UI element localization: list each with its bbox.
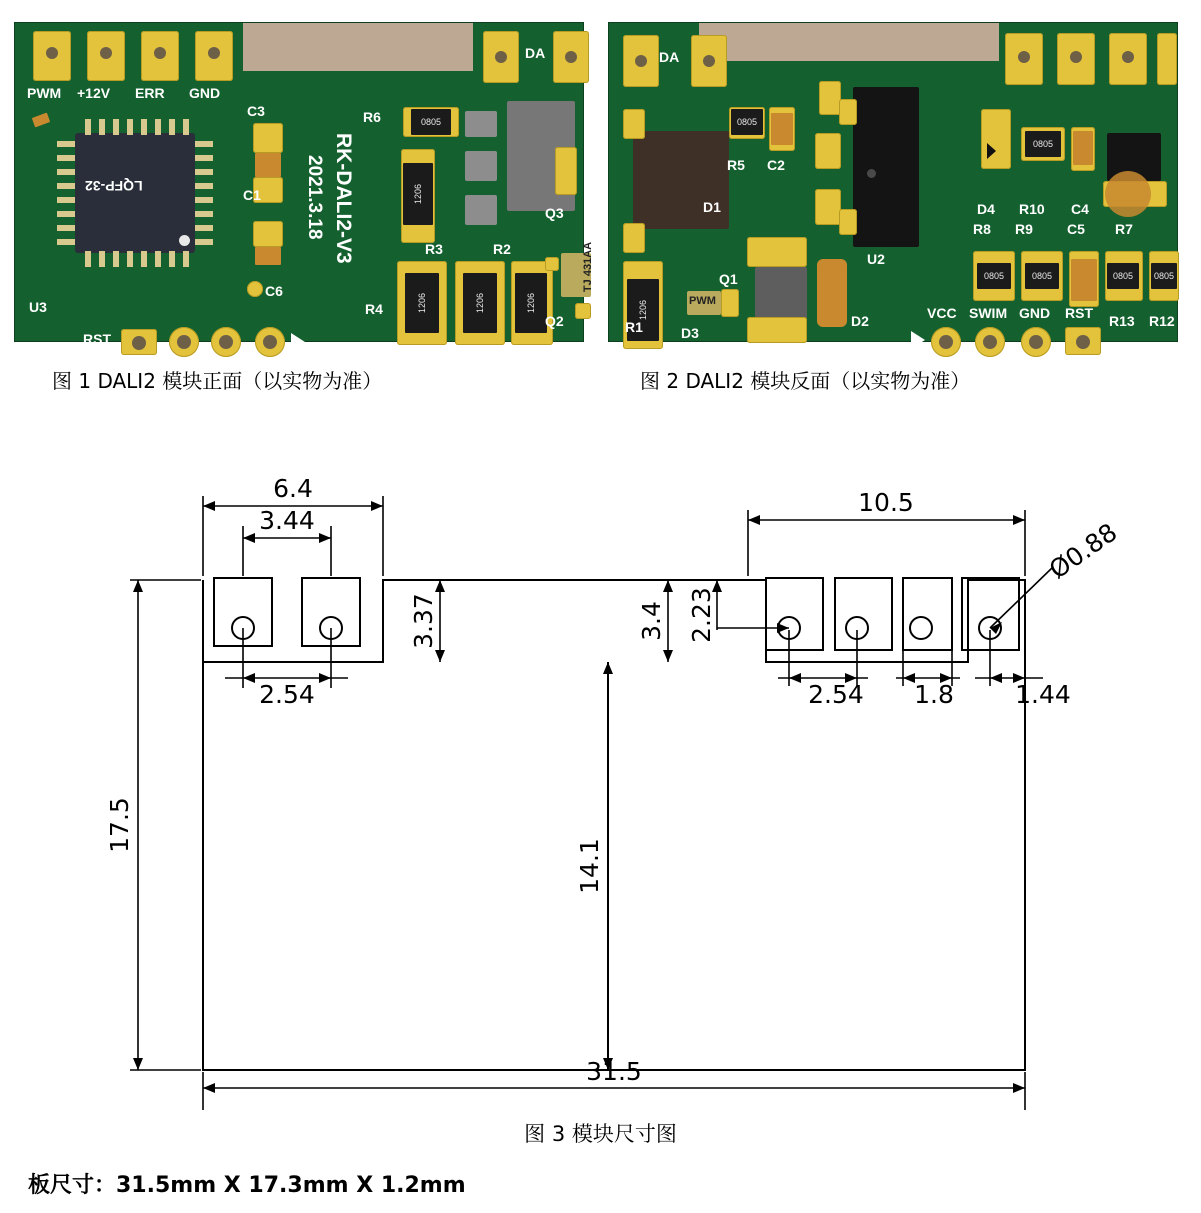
pad-top-right xyxy=(1157,33,1177,85)
ref-r2: R2 xyxy=(493,241,511,257)
figure-1-caption: 图 1 DALI2 模块正面（以实物为准） xyxy=(52,369,383,393)
chip-lead xyxy=(99,251,105,267)
chip-lead xyxy=(57,155,75,161)
smd-pad xyxy=(981,109,1011,169)
chip-lead xyxy=(155,251,161,267)
dim-3-37: 3.37 xyxy=(409,593,438,649)
part-mark: 0805 xyxy=(736,117,758,127)
ref-d3: D3 xyxy=(681,325,699,341)
chip-lead xyxy=(57,141,75,147)
chip-lead xyxy=(169,119,175,135)
ref-c6: C6 xyxy=(265,283,283,299)
ref-r6: R6 xyxy=(363,109,381,125)
chip-lead xyxy=(141,251,147,267)
chip-lead xyxy=(155,119,161,135)
smd-cap xyxy=(255,247,281,265)
ref-r10: R10 xyxy=(1019,201,1045,217)
silk-rst: RST xyxy=(83,331,111,347)
chip-lead xyxy=(183,119,189,135)
pad-hole xyxy=(219,335,233,349)
chip-lead xyxy=(141,119,147,135)
chip-lead xyxy=(195,239,213,245)
dim-1-8: 1.8 xyxy=(914,680,954,709)
smd-pad xyxy=(721,289,739,317)
resistor-1206 xyxy=(463,273,497,333)
ic-pin1-dot xyxy=(179,235,190,246)
smd-pad xyxy=(545,257,559,271)
resistor-0805 xyxy=(1025,263,1059,289)
pad-hole xyxy=(208,47,220,59)
smd-pad xyxy=(575,303,591,319)
chip-lead xyxy=(57,211,75,217)
pin-label-rst: RST xyxy=(1065,305,1093,321)
ref-r5: R5 xyxy=(727,157,745,173)
pad-hole xyxy=(132,336,146,350)
ref-r13: R13 xyxy=(1109,313,1135,329)
part-mark: 0805 xyxy=(983,271,1005,281)
smd-pad xyxy=(839,99,857,125)
pad-hole xyxy=(100,47,112,59)
resistor-0805 xyxy=(731,109,763,135)
chip-lead xyxy=(195,169,213,175)
pad-hole xyxy=(983,335,997,349)
chip-lead xyxy=(113,251,119,267)
connector-strip xyxy=(699,23,999,61)
ref-r9: R9 xyxy=(1015,221,1033,237)
part-mark: 0805 xyxy=(420,117,442,127)
silk-da: DA xyxy=(525,45,546,61)
smd-cap-round xyxy=(1105,171,1151,217)
ref-c2: C2 xyxy=(767,157,785,173)
dim-hole-diameter: Ø0.88 xyxy=(1043,517,1123,585)
pad-hole xyxy=(1076,335,1090,349)
ic-u2 xyxy=(853,87,919,247)
pad-hole xyxy=(154,47,166,59)
pad-hole xyxy=(495,51,507,63)
polarity-triangle-icon xyxy=(291,333,305,351)
dim-1-44: 1.44 xyxy=(1015,680,1071,709)
smd-pad xyxy=(253,123,283,153)
polarity-triangle-icon xyxy=(911,331,925,349)
part-mark: 1206 xyxy=(413,183,423,205)
silk-board-date: 2021.3.18 xyxy=(304,155,325,240)
part-mark: 1206 xyxy=(638,299,648,321)
dim-31-5: 31.5 xyxy=(586,1057,642,1086)
smd-pad xyxy=(623,223,645,253)
pin-label-pwm: PWM xyxy=(27,85,62,101)
smd-pad-grey xyxy=(465,151,497,181)
dim-2-54-right: 2.54 xyxy=(808,680,864,709)
resistor-0805 xyxy=(1107,263,1139,289)
chip-lead xyxy=(183,251,189,267)
chip-lead xyxy=(85,119,91,135)
resistor-1206 xyxy=(405,273,439,333)
ic-pin1-dot xyxy=(867,169,876,178)
smd-cap xyxy=(32,113,50,128)
chip-lead xyxy=(57,169,75,175)
pad-hole xyxy=(703,55,715,67)
pad-hole xyxy=(939,335,953,349)
capacitor-d2 xyxy=(817,259,847,327)
figure-2-caption: 图 2 DALI2 模块反面（以实物为准） xyxy=(640,369,971,393)
ref-d1: D1 xyxy=(703,199,721,215)
pcb-photo-row xyxy=(0,22,1201,347)
chip-lead xyxy=(195,197,213,203)
dim-2-54-left: 2.54 xyxy=(259,680,315,709)
smd-pad xyxy=(815,189,841,225)
ref-r1: R1 xyxy=(625,319,643,335)
part-mark: 0805 xyxy=(1112,271,1134,281)
pin-label-vcc: VCC xyxy=(927,305,957,321)
part-mark: 0805 xyxy=(1032,139,1054,149)
smd-pad-grey xyxy=(465,111,497,137)
silk-da: DA xyxy=(659,49,680,65)
figure-3-caption: 图 3 模块尺寸图 xyxy=(524,1122,677,1146)
smd-pad xyxy=(747,317,807,343)
diode-symbol-icon xyxy=(987,143,996,159)
connector-strip xyxy=(243,23,473,71)
ref-r4: R4 xyxy=(365,301,383,317)
pin-label-12v: +12V xyxy=(77,85,111,101)
inductor xyxy=(755,267,807,319)
part-mark: 0805 xyxy=(1153,271,1175,281)
chip-lead xyxy=(195,211,213,217)
dimension-drawing xyxy=(0,450,1201,1110)
pad-hole xyxy=(635,55,647,67)
ref-r7: R7 xyxy=(1115,221,1133,237)
part-mark: 1206 xyxy=(475,292,485,314)
resistor-0805 xyxy=(411,109,451,135)
ref-q3: Q3 xyxy=(545,205,564,221)
ref-c1: C1 xyxy=(243,187,261,203)
smd-cap xyxy=(255,153,281,177)
silk-board-name: RK-DALI2-V3 xyxy=(332,133,355,264)
smd-pad-grey xyxy=(465,195,497,225)
chip-lead xyxy=(127,119,133,135)
ref-d4: D4 xyxy=(977,201,995,217)
smd-cap xyxy=(771,113,793,145)
chip-lead xyxy=(195,225,213,231)
pad-hole xyxy=(46,47,58,59)
chip-lead xyxy=(195,155,213,161)
ref-u2: U2 xyxy=(867,251,885,267)
smd-pad xyxy=(747,237,807,267)
smd-pad xyxy=(839,209,857,235)
pcb-front-image xyxy=(14,22,595,347)
chip-lead xyxy=(57,239,75,245)
smd-pad xyxy=(819,81,841,115)
chip-lead xyxy=(85,251,91,267)
resistor-0805 xyxy=(977,263,1011,289)
ref-r3: R3 xyxy=(425,241,443,257)
ref-r12: R12 xyxy=(1149,313,1175,329)
dim-14-1: 14.1 xyxy=(575,838,604,894)
resistor-0805 xyxy=(1151,263,1177,289)
dim-2-23: 2.23 xyxy=(687,587,716,643)
ref-q2: Q2 xyxy=(545,313,564,329)
smd-cap xyxy=(1073,131,1093,165)
part-mark: 0805 xyxy=(1031,271,1053,281)
dim-3-44: 3.44 xyxy=(259,506,315,535)
ref-r8: R8 xyxy=(973,221,991,237)
part-mark: TJ 431AA xyxy=(582,241,595,293)
chip-lead xyxy=(169,251,175,267)
pcb-back-image xyxy=(608,22,1178,342)
chip-lead xyxy=(99,119,105,135)
ic-marking: LQFP-32 xyxy=(85,178,143,194)
board-spec-text: 板尺寸：31.5mm X 17.3mm X 1.2mm xyxy=(28,1173,466,1198)
dim-3-4: 3.4 xyxy=(637,601,666,641)
smd-pad xyxy=(253,221,283,247)
pad-hole xyxy=(565,51,577,63)
smd-pad xyxy=(623,109,645,139)
part-mark: PWM xyxy=(689,295,716,307)
via xyxy=(247,281,263,297)
chip-lead xyxy=(195,141,213,147)
resistor-1206 xyxy=(403,163,433,225)
resistor-1206 xyxy=(515,273,547,333)
pad-hole xyxy=(1029,335,1043,349)
resistor-0805 xyxy=(1025,131,1061,157)
chip-lead xyxy=(57,183,75,189)
ref-c4: C4 xyxy=(1071,201,1089,217)
pad-hole xyxy=(263,335,277,349)
chip-lead xyxy=(195,183,213,189)
pad-hole xyxy=(1018,51,1030,63)
ref-c5: C5 xyxy=(1067,221,1085,237)
pin-label-swim: SWIM xyxy=(969,305,1008,321)
ref-q1: Q1 xyxy=(719,271,738,287)
chip-lead xyxy=(113,119,119,135)
pin-label-gnd: GND xyxy=(1019,305,1051,321)
ref-d2: D2 xyxy=(851,313,869,329)
chip-lead xyxy=(57,197,75,203)
dim-17-5: 17.5 xyxy=(105,797,134,853)
silk-u3: U3 xyxy=(29,299,47,315)
pad-hole xyxy=(177,335,191,349)
dim-10-5: 10.5 xyxy=(858,488,914,517)
pin-label-gnd: GND xyxy=(189,85,221,101)
part-mark: 1206 xyxy=(417,292,427,314)
smd-pad xyxy=(815,133,841,169)
chip-lead xyxy=(57,225,75,231)
pad-hole xyxy=(1070,51,1082,63)
ref-c3: C3 xyxy=(247,103,265,119)
pad-hole xyxy=(1122,51,1134,63)
smd-cap xyxy=(1071,259,1097,301)
part-mark: 1206 xyxy=(526,292,536,314)
dim-6-4: 6.4 xyxy=(273,474,313,503)
pin-label-err: ERR xyxy=(135,85,165,101)
chip-lead xyxy=(127,251,133,267)
smd-pad xyxy=(555,147,577,195)
